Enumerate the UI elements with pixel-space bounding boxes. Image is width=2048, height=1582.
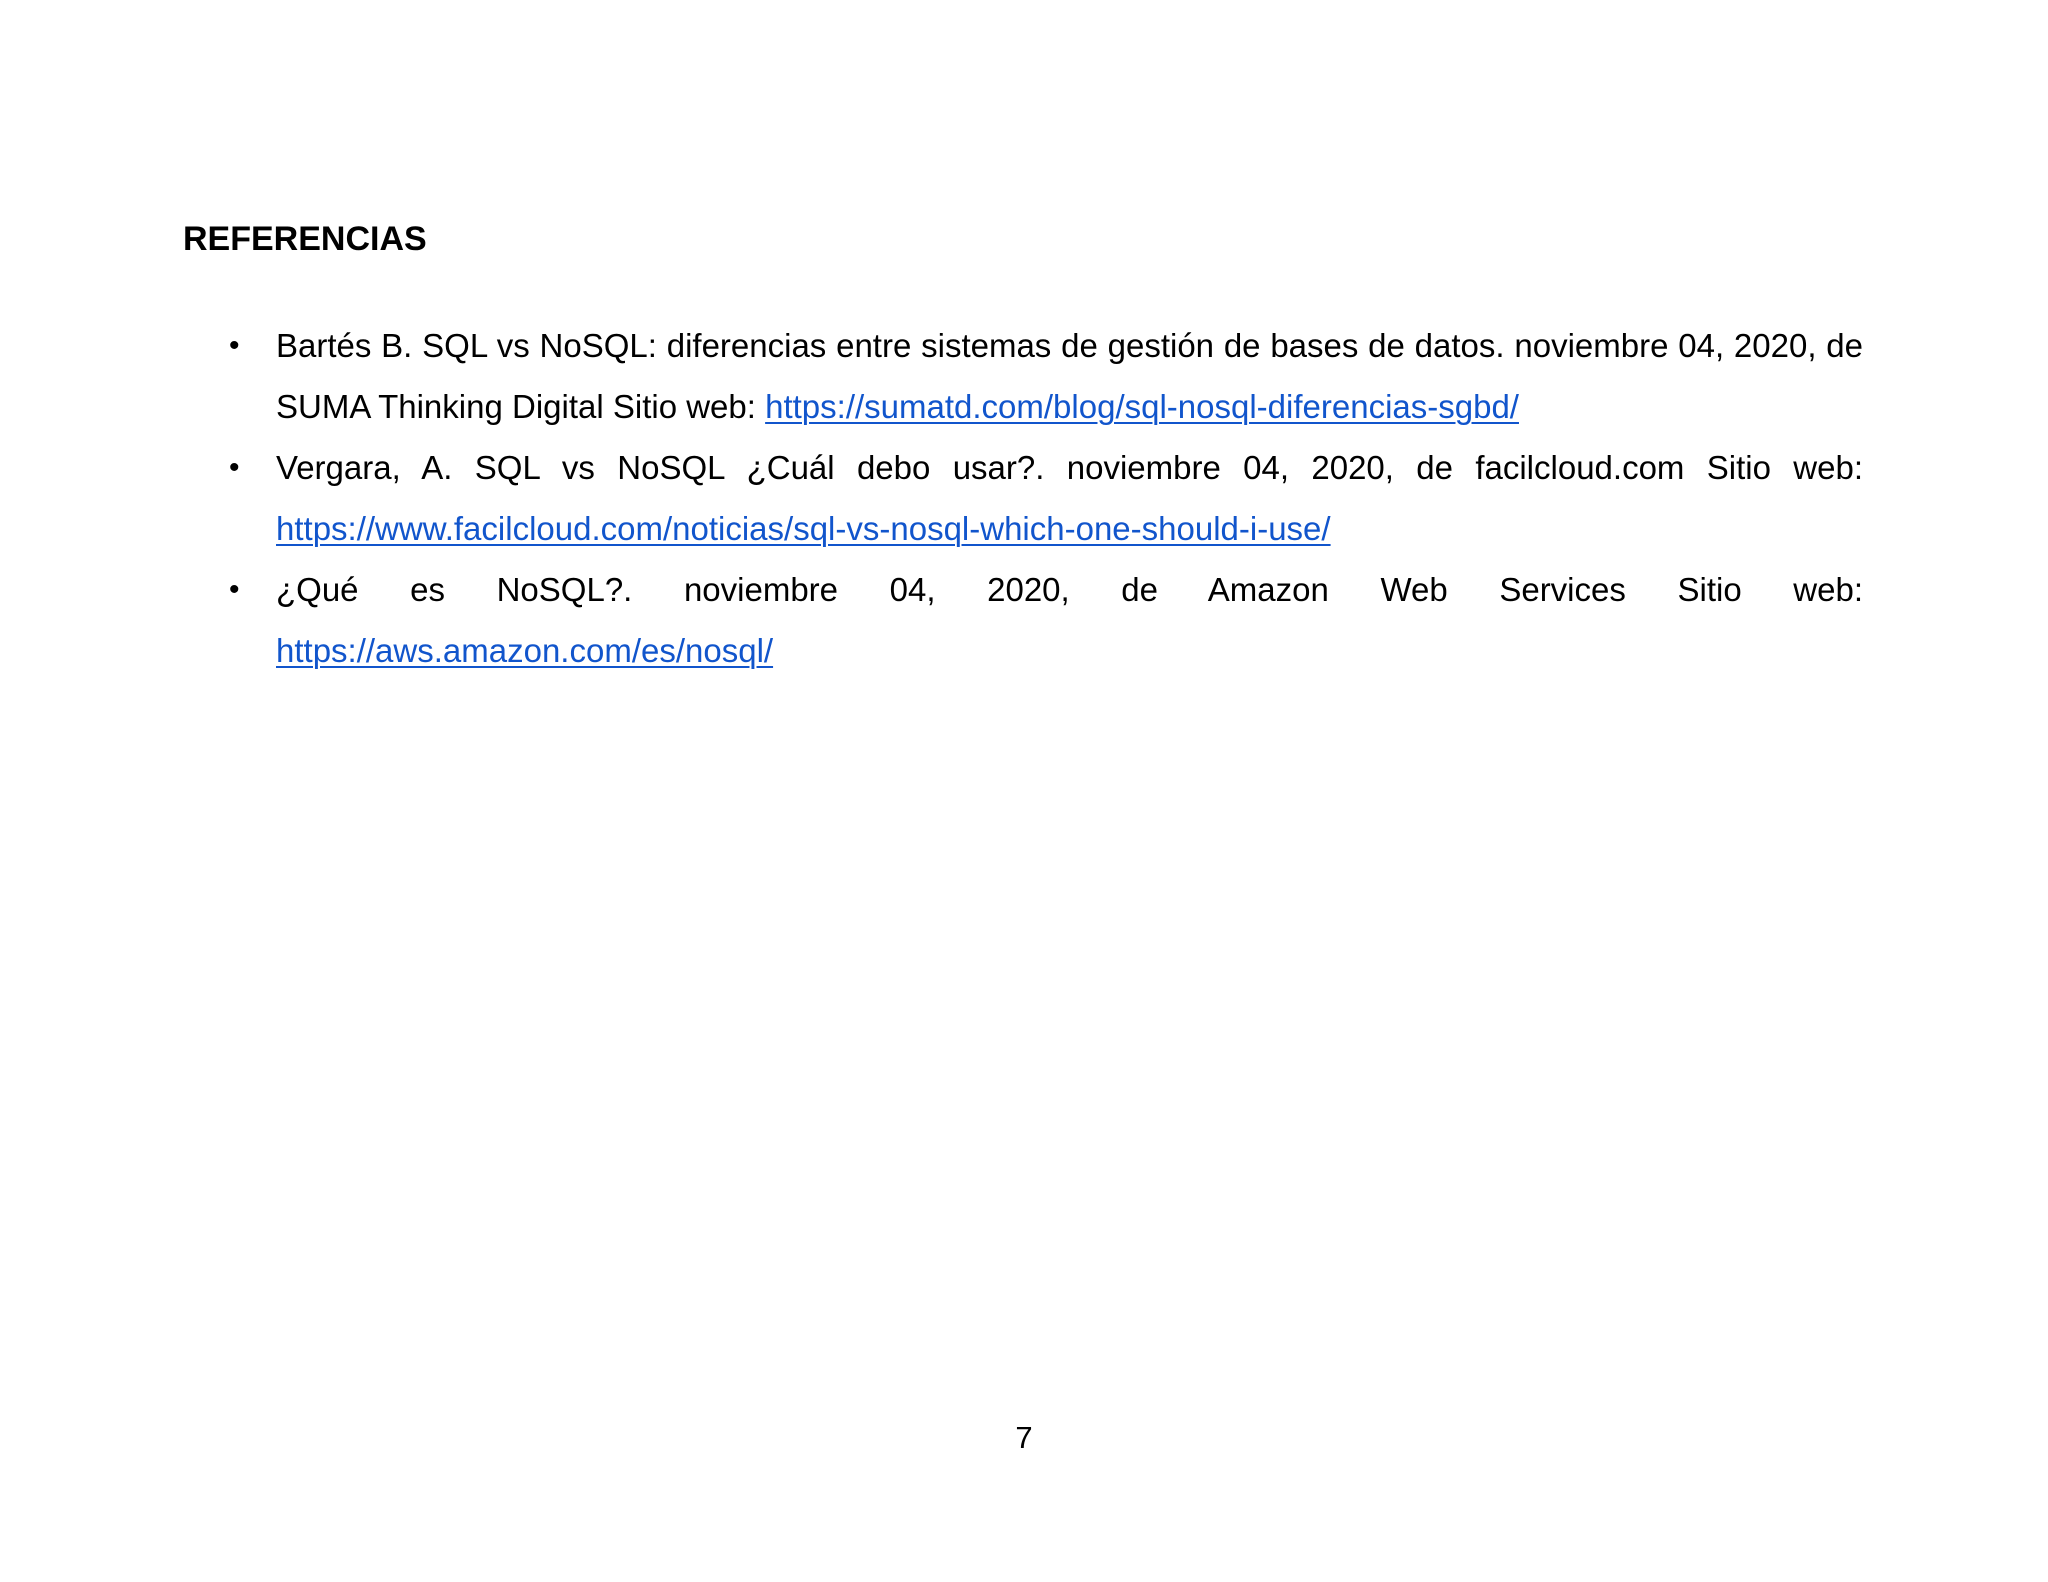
reference-text: Bartés B. SQL vs NoSQL: diferencias entre sistemas de gestión de bases de datos. noviembre 04, 2020, de SUMA Thinking Digital Sitio web: [276, 327, 1863, 425]
bullet-icon: • [229, 573, 240, 606]
reference-link[interactable]: https://aws.amazon.com/es/nosql/ [276, 632, 774, 669]
reference-link[interactable]: https://sumatd.com/blog/sql-nosql-diferencias-sgbd/ [765, 388, 1519, 425]
page-title: REFERENCIAS [183, 220, 427, 258]
bullet-icon: • [229, 451, 240, 484]
reference-text: ¿Qué es NoSQL?. noviembre 04, 2020, de Amazon Web Services Sitio web: [276, 571, 1863, 608]
bullet-icon: • [229, 329, 240, 362]
reference-item [229, 559, 1863, 681]
reference-item [229, 437, 1863, 559]
reference-item [229, 315, 1863, 437]
reference-link[interactable]: https://www.facilcloud.com/noticias/sql-vs-nosql-which-one-should-i-use/ [276, 510, 1331, 547]
reference-list [229, 315, 1863, 681]
reference-text: Vergara, A. SQL vs NoSQL ¿Cuál debo usar?. noviembre 04, 2020, de facilcloud.com Sitio web: [276, 449, 1863, 486]
page-number: 7 [1015, 1420, 1033, 1455]
